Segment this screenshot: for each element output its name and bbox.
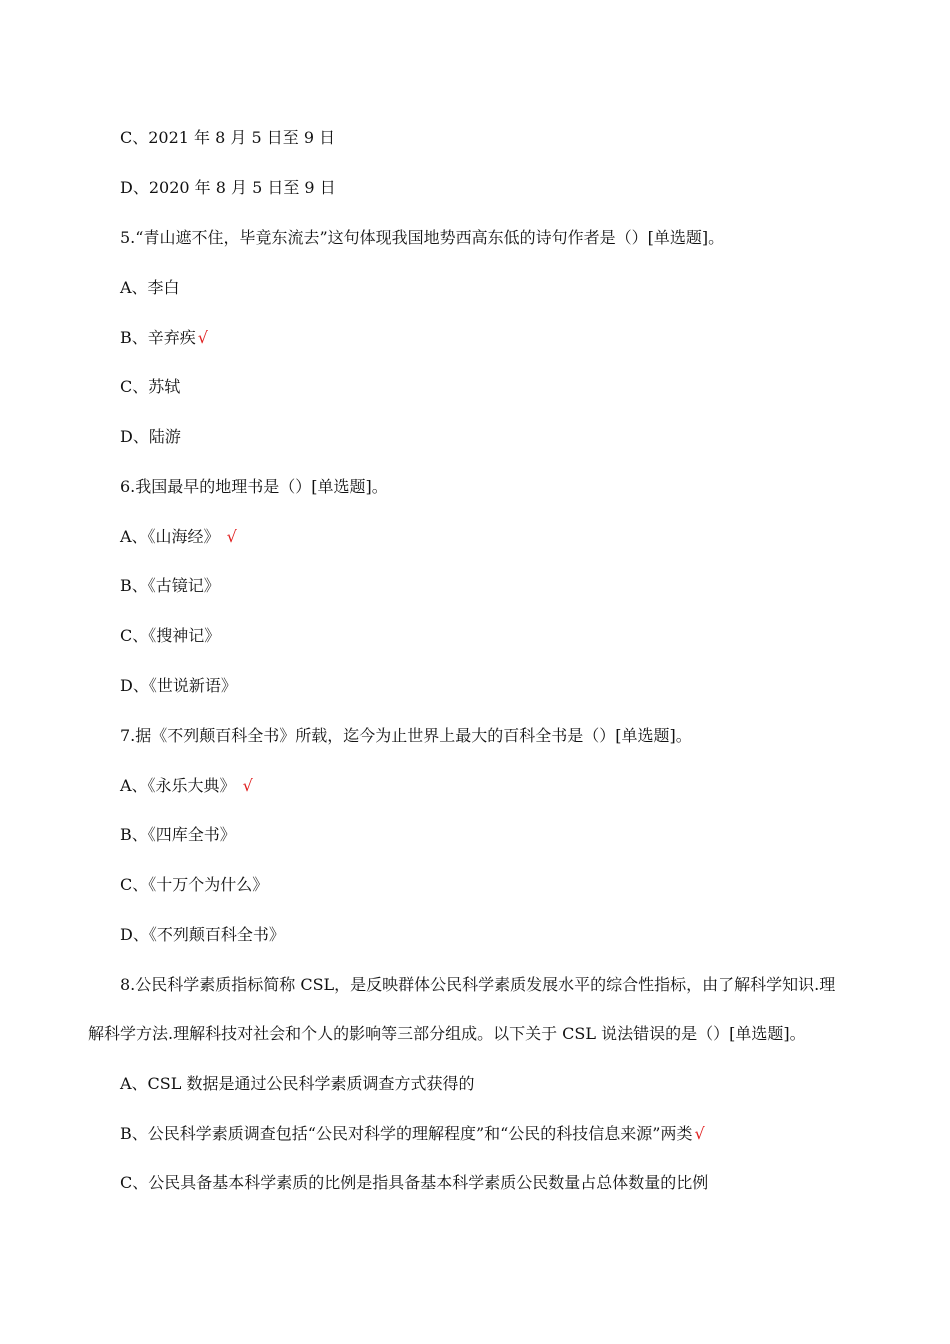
option-a-q6: A、《山海经》 √ [120,527,237,546]
option-c-q5: C、苏轼 [120,377,181,396]
option-c-q6: C、《搜神记》 [120,626,221,645]
correct-check-icon: √ [242,776,253,795]
option-a-q8: A、CSL 数据是通过公民科学素质调查方式获得的 [120,1074,475,1093]
option-d-q4: D、2020 年 8 月 5 日至 9 日 [120,178,336,197]
correct-check-icon: √ [226,527,237,546]
question-8: 8.公民科学素质指标简称 CSL，是反映群体公民科学素质发展水平的综合性指标，由了解科学知识.理 [120,975,836,994]
option-b-q7: B、《四库全书》 [120,825,236,844]
option-b-q8: B、公民科学素质调查包括“公民对科学的理解程度”和“公民的科技信息来源”两类 √ [120,1124,705,1143]
question-5: 5.“青山遮不住，毕竟东流去”这句体现我国地势西高东低的诗句作者是（）[单选题]。 [120,228,725,247]
option-a-q7: A、《永乐大典》 √ [120,776,253,795]
option-d-q7: D、《不列颠百科全书》 [120,925,285,944]
option-c-q7: C、《十万个为什么》 [120,875,269,894]
option-c-q8: C、公民具备基本科学素质的比例是指具备基本科学素质公民数量占总体数量的比例 [120,1173,709,1192]
question-6: 6.我国最早的地理书是（）[单选题]。 [120,477,388,496]
correct-check-icon: √ [694,1124,705,1143]
question-8-continued: 解科学方法.理解科技对社会和个人的影响等三部分组成。以下关于 CSL 说法错误的是（）[单选题]。 [88,1024,806,1043]
option-c-q4: C、2021 年 8 月 5 日至 9 日 [120,128,336,147]
option-b-q6: B、《古镜记》 [120,576,220,595]
option-d-q6: D、《世说新语》 [120,676,237,695]
option-b-q5: B、辛弃疾 √ [120,328,208,347]
option-d-q5: D、陆游 [120,427,181,446]
correct-check-icon: √ [197,328,208,347]
option-a-q5: A、李白 [120,278,180,297]
question-7: 7.据《不列颠百科全书》所载，迄今为止世界上最大的百科全书是（）[单选题]。 [120,726,692,745]
